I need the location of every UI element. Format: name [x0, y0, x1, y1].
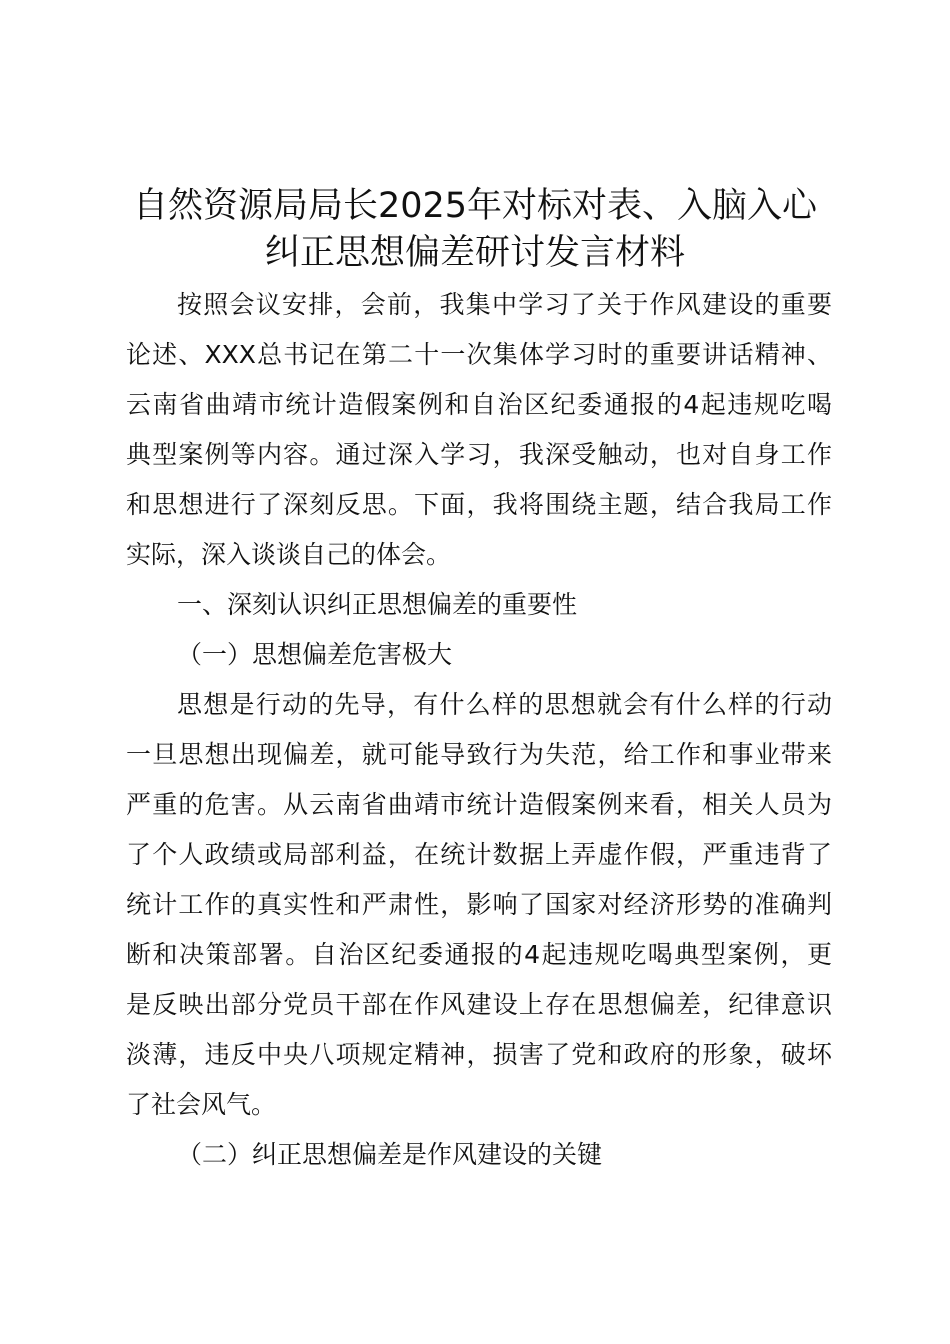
paragraph-1-line-5: 和思想进行了深刻反思。下面，我将围绕主题，结合我局工作 — [126, 490, 832, 519]
paragraph-1-line-6: 实际，深入谈谈自己的体会。 — [126, 540, 452, 569]
paragraph-2-line-3: 严重的危害。从云南省曲靖市统计造假案例来看，相关人员为 — [126, 790, 832, 819]
paragraph-1-line-4: 典型案例等内容。通过深入学习，我深受触动，也对自身工作 — [126, 440, 832, 469]
paragraph-2-line-7: 是反映出部分党员干部在作风建设上存在思想偏差，纪律意识 — [126, 990, 832, 1019]
section-1-heading: 一、深刻认识纠正思想偏差的重要性 — [177, 590, 578, 619]
paragraph-2-line-2: 一旦思想出现偏差，就可能导致行为失范，给工作和事业带来 — [126, 740, 832, 769]
paragraph-1-line-1: 按照会议安排，会前，我集中学习了关于作风建设的重要 — [177, 290, 832, 319]
document-title-line-2: 纠正思想偏差研讨发言材料 — [264, 233, 685, 273]
paragraph-2-line-6: 断和决策部署。自治区纪委通报的4起违规吃喝典型案例，更 — [126, 940, 832, 969]
subsection-1-heading: （一）思想偏差危害极大 — [177, 640, 453, 669]
paragraph-2-line-4: 了个人政绩或局部利益，在统计数据上弄虚作假，严重违背了 — [126, 840, 832, 869]
paragraph-2-line-1: 思想是行动的先导，有什么样的思想就会有什么样的行动 — [177, 690, 832, 719]
paragraph-2-line-5: 统计工作的真实性和严肃性，影响了国家对经济形势的准确判 — [126, 890, 832, 919]
paragraph-1-line-3: 云南省曲靖市统计造假案例和自治区纪委通报的4起违规吃喝 — [126, 390, 832, 419]
paragraph-1-line-2: 论述、XXX总书记在第二十一次集体学习时的重要讲话精神、 — [126, 340, 832, 369]
paragraph-2-line-9: 了社会风气。 — [126, 1090, 277, 1119]
document-title-line-1: 自然资源局局长2025年对标对表、入脑入心 — [132, 186, 818, 226]
paragraph-2-line-8: 淡薄，违反中央八项规定精神，损害了党和政府的形象，破坏 — [126, 1040, 832, 1069]
subsection-2-heading: （二）纠正思想偏差是作风建设的关键 — [177, 1140, 603, 1169]
